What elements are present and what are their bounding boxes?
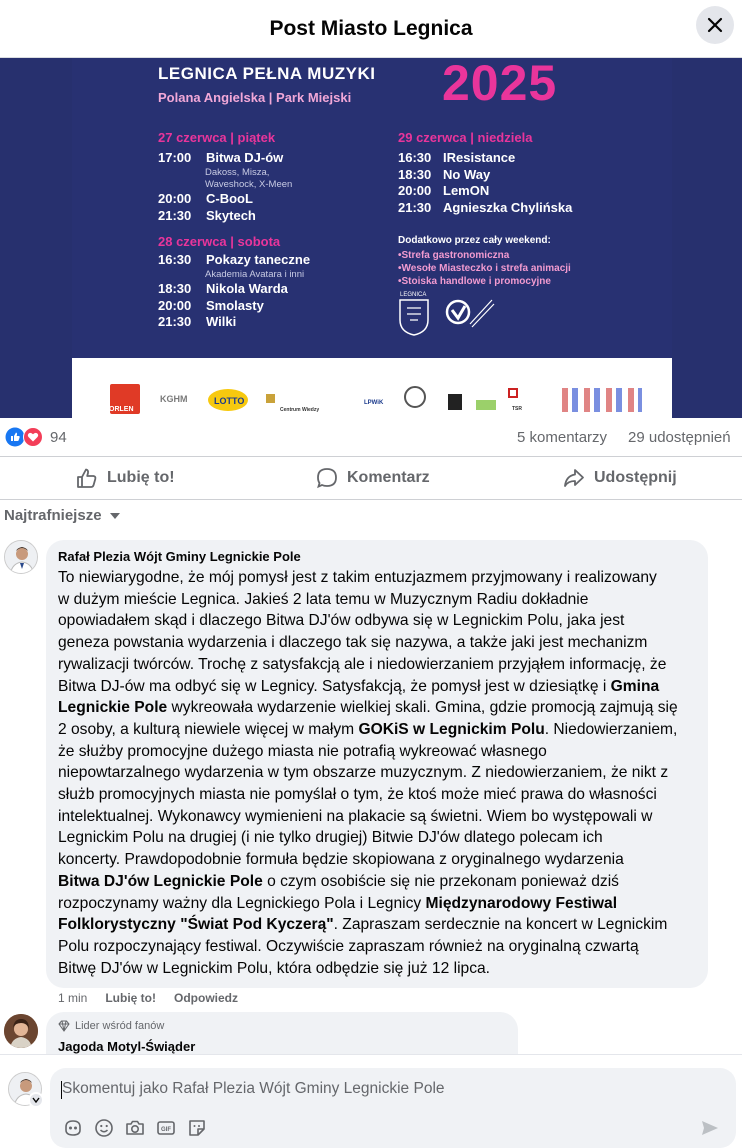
post-actions xyxy=(0,456,742,500)
schedule-row: 16:30 Pokazy taneczne xyxy=(158,252,311,267)
sponsor-label: Centrum Wiedzy xyxy=(280,407,320,413)
schedule-row: 18:30 Nikola Warda xyxy=(158,281,288,296)
sticker-button[interactable] xyxy=(187,1118,207,1138)
comment-like-button[interactable]: Lubię to! xyxy=(105,991,156,1005)
schedule-row: 20:00 C-BooL xyxy=(158,191,253,206)
festival-logo-icon xyxy=(444,294,496,332)
chevron-down-icon xyxy=(109,512,121,520)
sponsor-mark xyxy=(448,394,462,410)
poster-panel xyxy=(72,58,672,358)
mention-link[interactable]: Folklorystyczny "Świat Pod Kyczerą" xyxy=(58,916,334,934)
chevron-down-icon xyxy=(32,1097,40,1103)
close-icon xyxy=(707,17,723,33)
emoji-button[interactable] xyxy=(94,1118,114,1138)
post-stats xyxy=(0,418,742,456)
svg-text:GIF: GIF xyxy=(161,1127,171,1133)
sponsor-label: KGHM xyxy=(160,394,188,404)
schedule-row: 21:30 Wilki xyxy=(158,314,237,329)
comment-meta xyxy=(58,991,256,1005)
comment-label: Komentarz xyxy=(347,469,430,486)
sponsor-mark xyxy=(562,388,642,412)
share-button[interactable] xyxy=(563,467,677,489)
love-reaction-icon xyxy=(23,427,43,447)
sponsor-mark xyxy=(266,394,275,403)
mention-link[interactable]: Gmina xyxy=(610,677,660,695)
sponsor-label: ORLEN xyxy=(109,406,134,413)
thumbs-up-icon xyxy=(76,467,98,489)
sponsor-label: LOTTO xyxy=(214,396,245,406)
sponsor-mark xyxy=(404,386,426,408)
avatar-sticker-icon xyxy=(63,1118,83,1138)
schedule-note: Dakoss, Misza, Waveshock, X-Meen xyxy=(205,167,293,190)
dialog-header xyxy=(0,0,742,58)
mention-link[interactable]: GOKiS w Legnickim Polu xyxy=(358,720,545,738)
poster-title: LEGNICA PEŁNA MUZYKI xyxy=(158,64,376,83)
mention-link[interactable]: Bitwa DJ'ów Legnickie Pole xyxy=(58,872,263,890)
reaction-icons[interactable] xyxy=(5,427,43,447)
extras-item: •Strefa gastronomiczna xyxy=(398,250,510,261)
extras-item: •Wesołe Miasteczko i strefa animacji xyxy=(398,263,571,274)
comment-author[interactable]: Jagoda Motyl-Świąder xyxy=(58,1039,196,1054)
sponsor-label: TSR xyxy=(512,406,522,412)
close-button[interactable] xyxy=(696,6,734,44)
camera-icon xyxy=(125,1118,145,1138)
schedule-row: 20:00 LemON xyxy=(398,183,490,198)
day1-label: 27 czerwca | piątek xyxy=(158,130,276,145)
comment-input-placeholder[interactable]: Skomentuj jako Rafał Plezia Wójt Gminy Legnickie Pole xyxy=(62,1080,445,1097)
avatar-sticker-button[interactable] xyxy=(63,1118,83,1138)
share-label: Udostępnij xyxy=(594,469,677,486)
comment-text: To niewiarygodne, że mój pomysł jest z takim entuzjazmem przyjmowany i realizowany w dużym mieście Legnica. Jakieś 2 lata temu w Muzycznym Radiu dokładnie opowiadałem skąd i dlaczego Bitwa DJ'ów odbywa się w Legnickim Polu, jaka jest geneza powstania wydarzenia i dlaczego tak się nazywa, a także jaki jest mechanizm rywalizacji twórców. Trochę z satysfakcją ale i niedowierzaniem przyjąłem informację, że Bitwa DJ-ów ma odbyć się w Legnicy. Satysfakcją, że pomysł jest w dziesiątkę i Gmina Legnickie Pole wykreowała wydarzenie wielkiej skali. Gmina, gdzie promocją zajmują się 2 osoby, a kulturą niewiele więcej w małym GOKiS w Legnickim Polu. Niedowierzaniem, że służby promocyjne dużego miasta nie potrafią wykreować własnego niepowtarzalnego wydarzenia w tym obszarze muzycznym. Z niedowierzaniem, że nikt z służb promocyjnych miasta nie pomyślał o tym, że ktoś może mieć prawa do własności intelektualnej. Wykonawcy wymienieni na plakacie są świetni. Wiem bo występowali w Legnickim Polu na drugiej (i nie tylko drugiej) Bitwie DJ'ów dlatego polecam ich koncerty. Prawdopodobnie formuła będzie skopiowana z oryginalnego wydarzenia Bitwa DJ'ów Legnickie Pole o czym osobiście się nie przekonam ponieważ dziś rozpoczynamy ważny dla Legnickiego Pola i Legnicy Międzynarodowy Festiwal Folklorystyczny "Świat Pod Kyczerą". Zapraszam serdecznie na koncert w Legnickim Polu rozpoczynający festiwal. Oczywiście zapraszam również na oryginalną czwartą Bitwę DJ'ów w Legnickim Polu, która odbędzie się już 12 lipca. xyxy=(58,569,678,977)
poster-subtitle: Polana Angielska | Park Miejski xyxy=(158,90,352,105)
day2-label: 28 czerwca | sobota xyxy=(158,234,281,249)
comment-button[interactable] xyxy=(316,467,430,489)
person-avatar-icon xyxy=(5,541,38,574)
commenter-avatar[interactable] xyxy=(4,540,38,574)
sponsor-strip xyxy=(72,358,672,418)
mention-link[interactable]: Międzynarodowy Festiwal xyxy=(425,894,618,912)
extras-heading: Dodatkowo przez cały weekend: xyxy=(398,235,551,246)
schedule-row: 20:00 Smolasty xyxy=(158,298,264,313)
top-fan-badge xyxy=(58,1020,164,1032)
mention-link[interactable]: Legnickie Pole xyxy=(58,699,168,717)
emoji-icon xyxy=(94,1118,114,1138)
comments-count[interactable]: 5 komentarzy xyxy=(517,429,608,446)
share-icon xyxy=(563,467,585,489)
commenter-avatar[interactable] xyxy=(4,1014,38,1048)
reaction-count[interactable]: 94 xyxy=(50,429,67,446)
camera-button[interactable] xyxy=(125,1118,145,1138)
comment-icon xyxy=(316,467,338,489)
day3-label: 29 czerwca | niedziela xyxy=(398,130,533,145)
sponsor-mark xyxy=(476,400,496,410)
sponsor-label: LPWiK xyxy=(364,400,384,406)
comment-sort-dropdown[interactable] xyxy=(4,507,121,524)
schedule-row: 17:00 Bitwa DJ-ów xyxy=(158,150,284,165)
like-label: Lubię to! xyxy=(107,469,175,486)
post-image[interactable] xyxy=(0,58,742,418)
comment-time[interactable]: 1 min xyxy=(58,991,88,1005)
send-icon xyxy=(700,1118,720,1138)
poster-year: 2025 xyxy=(442,58,558,111)
sticker-icon xyxy=(187,1118,207,1138)
person-avatar-icon xyxy=(4,1014,38,1048)
profile-switch-button[interactable] xyxy=(28,1092,44,1108)
schedule-row: 16:30 IResistance xyxy=(398,150,516,165)
dialog-title: Post Miasto Legnica xyxy=(269,16,473,40)
city-crest-icon xyxy=(398,298,430,336)
city-label: LEGNICA xyxy=(400,292,427,298)
extras-item: •Stoiska handlowe i promocyjne xyxy=(398,276,551,287)
sort-label: Najtrafniejsze xyxy=(4,507,102,524)
send-button[interactable] xyxy=(700,1118,720,1143)
diamond-icon xyxy=(58,1020,70,1032)
schedule-row: 21:30 Skytech xyxy=(158,208,256,223)
gif-icon xyxy=(156,1118,176,1138)
like-button[interactable] xyxy=(76,467,175,489)
shares-count[interactable]: 29 udostępnień xyxy=(628,429,731,446)
comment-reply-button[interactable]: Odpowiedz xyxy=(174,991,238,1005)
like-reaction-icon xyxy=(5,427,25,447)
gif-button[interactable] xyxy=(156,1118,176,1138)
composer-tools xyxy=(63,1118,207,1138)
comment-author[interactable]: Rafał Plezia Wójt Gminy Legnickie Pole xyxy=(58,549,301,564)
schedule-note: Akademia Avatara i inni xyxy=(205,269,305,280)
badge-label: Lider wśród fanów xyxy=(75,1020,165,1032)
schedule-row: 18:30 No Way xyxy=(398,167,491,182)
schedule-row: 21:30 Agnieszka Chylińska xyxy=(398,200,573,215)
sponsor-mark xyxy=(508,388,518,398)
